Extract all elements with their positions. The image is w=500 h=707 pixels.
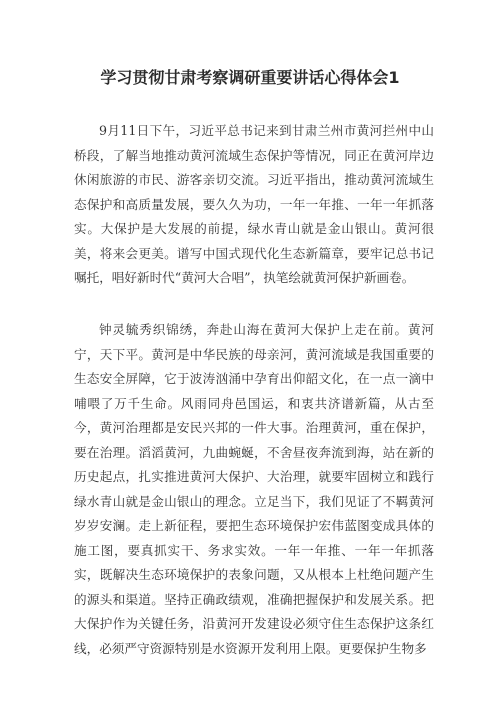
document-title: 学习贯彻甘肃考察调研重要讲话心得体会1 — [100, 68, 400, 87]
paragraph-1: 9月11日下午，习近平总书记来到甘肃兰州市黄河拦州中山桥段，了解当地推动黄河流域生态保护等情况，同正在黄河岸边休闲旅游的市民、游客亲切交流。习近平指出，推动黄河流域生态保护和高质量发展，要久久为功，一年一年推、一年一年抓落实。大保护是大发展的前提，绿水青山就是金山银山。黄河很美，将来会更美。谱写中国式现代化生态新篇章，要牢记总书记嘱托，唱好新时代“黄河大合唱”，执笔绘就黄河保护新画卷。 — [74, 123, 434, 285]
paragraph-2: 钟灵毓秀织锦绣，奔赴山海在黄河大保护上走在前。黄河宁，天下平。黄河是中华民族的母亲河，黄河流域是我国重要的生态安全屏障，它于波涛汹涌中孕育出仰韶文化，在一点一滴中哺喂了万千生命。风雨同舟邑国运，和衷共济谱新篇，从古至今，黄河治理都是安民兴邦的一件大事。治理黄河，重在保护，要在治理。滔滔黄河，九曲蜿蜒，不舍昼夜奔流到海，站在新的历史起点，扎实推进黄河大保护、大治理，就要牢固树立和践行绿水青山就是金山银山的理念。立足当下，我们见证了不羁黄河岁岁安澜。走上新征程，要把生态环境保护宏伟蓝图变成具体的施工图，要真抓实干、务求实效。一年一年推、一年一年抓落实，既解决生态环境保护的表象问题，又从根本上杜绝问题产生的源头和渠道。坚持正确政绩观，准确把握保护和发展关系。把大保护作为关键任务，沿黄河开发建设必须守住生态保护这条红线，必须严守资源特别是水资源开发利用上限。更要保护生物多 — [74, 322, 434, 656]
